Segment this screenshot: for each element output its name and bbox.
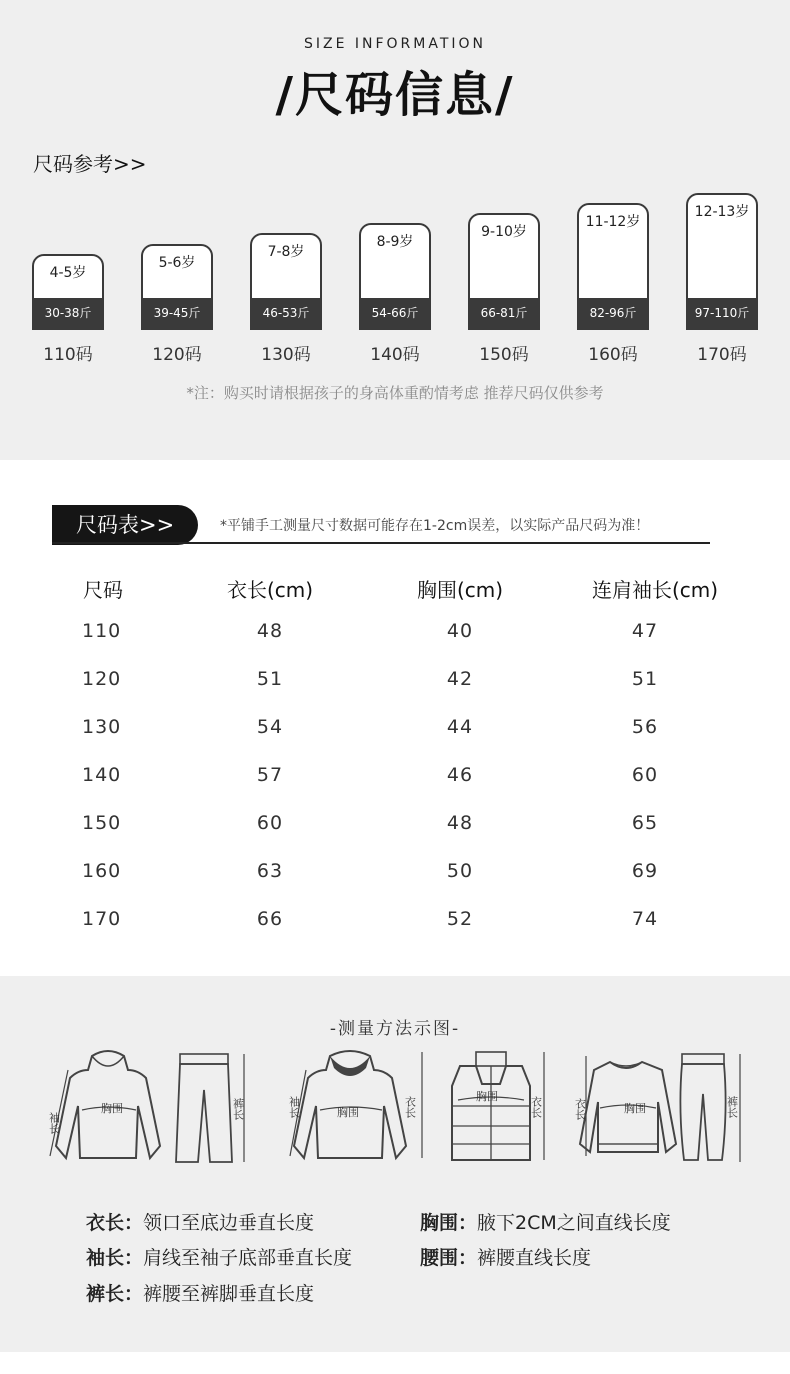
tag-weight: 46-53斤 — [252, 298, 320, 328]
tag-weight: 66-81斤 — [470, 298, 538, 328]
definition-waist — [420, 1243, 591, 1270]
size-table-label: 尺码表>> — [52, 505, 198, 545]
size-label: 160码 — [588, 345, 638, 365]
tag-age: 7-8岁 — [267, 244, 305, 260]
size-tag-120 — [141, 244, 213, 330]
tag-age: 8-9岁 — [376, 234, 414, 250]
table-cell: 44 — [446, 716, 474, 738]
table-cell: 120 — [82, 668, 122, 690]
chest-label: 胸围 — [476, 1090, 498, 1103]
table-cell: 56 — [631, 716, 659, 738]
table-cell: 40 — [446, 620, 474, 642]
table-cell: 47 — [631, 620, 659, 642]
table-cell: 48 — [446, 812, 474, 834]
table-cell: 130 — [82, 716, 122, 738]
table-cell: 65 — [631, 812, 659, 834]
table-cell: 51 — [631, 668, 659, 690]
definition-pants — [86, 1279, 314, 1306]
definition-term: 袖长： — [86, 1247, 144, 1269]
sleeve-label: 袖长 — [47, 1112, 61, 1134]
definition-term: 腰围： — [420, 1247, 478, 1269]
definition-chest — [420, 1208, 671, 1235]
table-cell: 63 — [256, 860, 284, 882]
size-tag-160 — [577, 203, 649, 330]
size-reference-label: 尺码参考>> — [33, 152, 147, 176]
table-cell: 160 — [82, 860, 122, 882]
table-cell: 46 — [446, 764, 474, 786]
size-tag-130 — [250, 233, 322, 330]
reference-note: *注：购买时请根据孩子的身高体重酌情考虑 推荐尺码仅供参考 — [186, 384, 604, 402]
tag-age: 5-6岁 — [158, 255, 196, 271]
size-tag-150 — [468, 213, 540, 330]
table-cell: 110 — [82, 620, 122, 642]
measurement-title: -测量方法示图- — [329, 1019, 461, 1039]
size-tag-140 — [359, 223, 431, 330]
table-cell: 42 — [446, 668, 474, 690]
size-label: 130码 — [261, 345, 311, 365]
hoodie-length-diagram-icon — [286, 1046, 428, 1170]
vest-diagram-icon — [440, 1050, 552, 1168]
tag-age: 12-13岁 — [694, 204, 750, 220]
definition-term: 裤长： — [86, 1283, 144, 1305]
pants-length-label: 裤长 — [725, 1096, 739, 1118]
size-tag-170 — [686, 193, 758, 330]
size-label: 150码 — [479, 345, 529, 365]
size-label: 170码 — [697, 345, 747, 365]
table-cell: 150 — [82, 812, 122, 834]
tag-weight: 97-110斤 — [688, 298, 756, 328]
definition-sleeve — [86, 1243, 352, 1270]
column-header-length: 衣长(cm) — [226, 578, 314, 602]
length-label: 衣长 — [403, 1096, 417, 1118]
definition-term: 胸围： — [420, 1212, 478, 1234]
tag-weight: 54-66斤 — [361, 298, 429, 328]
divider — [52, 542, 710, 544]
definition-length — [86, 1208, 314, 1235]
table-cell: 69 — [631, 860, 659, 882]
table-cell: 170 — [82, 908, 122, 930]
chest-label: 胸围 — [101, 1102, 123, 1115]
chest-label: 胸围 — [624, 1102, 646, 1115]
pants-diagram-icon — [174, 1050, 258, 1168]
table-cell: 52 — [446, 908, 474, 930]
english-title: SIZE INFORMATION — [303, 36, 487, 52]
column-header-size: 尺码 — [83, 578, 123, 602]
table-cell: 51 — [256, 668, 284, 690]
tag-age: 11-12岁 — [585, 214, 641, 230]
table-cell: 48 — [256, 620, 284, 642]
table-cell: 57 — [256, 764, 284, 786]
table-cell: 66 — [256, 908, 284, 930]
pants-length-label: 裤长 — [231, 1098, 245, 1120]
hoodie-sleeve-diagram-icon — [46, 1046, 170, 1170]
table-cell: 60 — [256, 812, 284, 834]
definition-desc: 裤腰直线长度 — [477, 1247, 592, 1269]
jogger-pants-diagram-icon — [676, 1050, 760, 1168]
tag-weight: 82-96斤 — [579, 298, 647, 328]
column-header-sleeve: 连肩袖长(cm) — [591, 578, 719, 602]
size-label: 110码 — [43, 345, 93, 365]
sleeve-label: 袖长 — [287, 1096, 301, 1118]
tag-weight: 39-45斤 — [143, 298, 211, 328]
column-header-chest: 胸围(cm) — [416, 578, 504, 602]
definition-desc: 领口至底边垂直长度 — [143, 1212, 315, 1234]
tag-age: 9-10岁 — [481, 224, 527, 240]
table-cell: 50 — [446, 860, 474, 882]
length-label: 衣长 — [573, 1098, 587, 1120]
chest-label: 胸围 — [337, 1106, 359, 1119]
sweatshirt-diagram-icon — [570, 1052, 682, 1160]
table-cell: 74 — [631, 908, 659, 930]
size-label: 120码 — [152, 345, 202, 365]
size-table-note: *平铺手工测量尺寸数据可能存在1-2cm误差，以实际产品尺码为准！ — [220, 518, 650, 534]
page-title: /尺码信息/ — [275, 67, 515, 123]
length-label: 衣长 — [529, 1096, 543, 1118]
definition-desc: 腋下2CM之间直线长度 — [477, 1212, 671, 1234]
tag-weight: 30-38斤 — [34, 298, 102, 328]
table-cell: 54 — [256, 716, 284, 738]
definition-desc: 肩线至袖子底部垂直长度 — [143, 1247, 353, 1269]
table-cell: 140 — [82, 764, 122, 786]
table-cell: 60 — [631, 764, 659, 786]
tag-age: 4-5岁 — [49, 265, 87, 281]
size-tag-110 — [32, 254, 104, 330]
size-label: 140码 — [370, 345, 420, 365]
definition-term: 衣长： — [86, 1212, 144, 1234]
definition-desc: 裤腰至裤脚垂直长度 — [143, 1283, 315, 1305]
